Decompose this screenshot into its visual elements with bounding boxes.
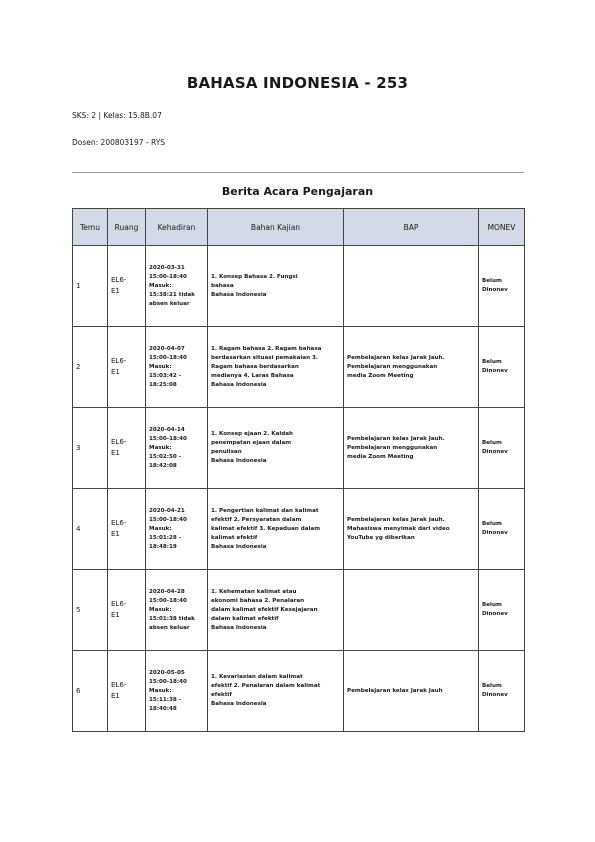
cell-bap	[344, 246, 479, 327]
cell-ruang: EL6- E1	[108, 651, 146, 732]
cell-kehadiran: 2020-04-28 15:00-18:40 Masuk: 15:01:38 tidak absen keluar	[146, 570, 208, 651]
cell-temu: 2	[73, 327, 108, 408]
cell-bap: Pembelajaran kelas Jarak Jauh. Pembelajaran menggunakan media Zoom Meeting	[344, 408, 479, 489]
table-header-row	[73, 209, 525, 246]
table-row	[73, 246, 525, 327]
cell-bahan-kajian: 1. Pengertian kalimat dan kalimat efektif 2. Persyaratan dalam kalimat efektif 3. Kepaduan dalam kalimat efektif Bahasa Indonesia	[208, 489, 344, 570]
cell-temu: 3	[73, 408, 108, 489]
cell-bahan-kajian: 1. Kehematan kalimat atau ekonomi bahasa 2. Penalaran dalam kalimat efektif Kesejajaran dalam kalimat efektif Bahasa Indonesia	[208, 570, 344, 651]
cell-temu: 1	[73, 246, 108, 327]
course-meta-sks-kelas: SKS: 2 | Kelas: 15.8B.07	[72, 111, 162, 120]
cell-bahan-kajian: 1. Kevariasian dalam kalimat efektif 2. Penalaran dalam kalimat efektif Bahasa Indonesia	[208, 651, 344, 732]
cell-ruang: EL6- E1	[108, 327, 146, 408]
cell-monev: Belum Dinonev	[479, 246, 525, 327]
table-row	[73, 570, 525, 651]
cell-monev: Belum Dinonev	[479, 651, 525, 732]
cell-kehadiran: 2020-03-31 15:00-18:40 Masuk: 15:38:21 tidak absen keluar	[146, 246, 208, 327]
cell-ruang: EL6- E1	[108, 489, 146, 570]
table-row	[73, 327, 525, 408]
cell-bap: Pembelajaran kelas Jarak Jauh	[344, 651, 479, 732]
cell-monev: Belum Dinonev	[479, 489, 525, 570]
cell-bahan-kajian: 1. Konsep ejaan 2. Kaidah penempatan ejaan dalam penulisan Bahasa Indonesia	[208, 408, 344, 489]
cell-bap	[344, 570, 479, 651]
table-row	[73, 408, 525, 489]
header-bap: BAP	[344, 209, 479, 246]
cell-temu: 4	[73, 489, 108, 570]
cell-bahan-kajian: 1. Konsep Bahasa 2. Fungsi bahasa Bahasa Indonesia	[208, 246, 344, 327]
cell-kehadiran: 2020-04-07 15:00-18:40 Masuk: 15:03:42 - 18:25:08	[146, 327, 208, 408]
cell-kehadiran: 2020-04-21 15:00-18:40 Masuk: 15:01:28 - 18:48:19	[146, 489, 208, 570]
divider	[72, 172, 524, 173]
header-bahan-kajian: Bahan Kajian	[208, 209, 344, 246]
table-row	[73, 489, 525, 570]
cell-kehadiran: 2020-04-14 15:00-18:40 Masuk: 15:02:50 - 18:42:08	[146, 408, 208, 489]
header-temu: Temu	[73, 209, 108, 246]
header-monev: MONEV	[479, 209, 525, 246]
cell-temu: 5	[73, 570, 108, 651]
bap-table	[72, 208, 525, 732]
cell-bap: Pembelajaran kelas Jarak Jauh. Mahasiswa menyimak dari video YouTube yg diberikan	[344, 489, 479, 570]
header-kehadiran: Kehadiran	[146, 209, 208, 246]
header-ruang: Ruang	[108, 209, 146, 246]
cell-bahan-kajian: 1. Ragam bahasa 2. Ragam bahasa berdasarkan situasi pemakaian 3. Ragam bahasa berdasarkan medianya 4. Laras Bahasa Bahasa Indonesia	[208, 327, 344, 408]
cell-monev: Belum Dinonev	[479, 570, 525, 651]
cell-monev: Belum Dinonev	[479, 408, 525, 489]
cell-temu: 6	[73, 651, 108, 732]
cell-ruang: EL6- E1	[108, 246, 146, 327]
cell-kehadiran: 2020-05-05 15:00-18:40 Masuk: 15:11:38 - 18:40:48	[146, 651, 208, 732]
section-title: Berita Acara Pengajaran	[221, 185, 374, 198]
table-row	[73, 651, 525, 732]
cell-ruang: EL6- E1	[108, 570, 146, 651]
course-meta-dosen: Dosen: 200803197 - RYS	[72, 138, 166, 147]
cell-ruang: EL6- E1	[108, 408, 146, 489]
cell-monev: Belum Dinonev	[479, 327, 525, 408]
page-title: BAHASA INDONESIA - 253	[186, 74, 409, 92]
cell-bap: Pembelajaran kelas Jarak Jauh. Pembelajaran menggunakan media Zoom Meeting	[344, 327, 479, 408]
